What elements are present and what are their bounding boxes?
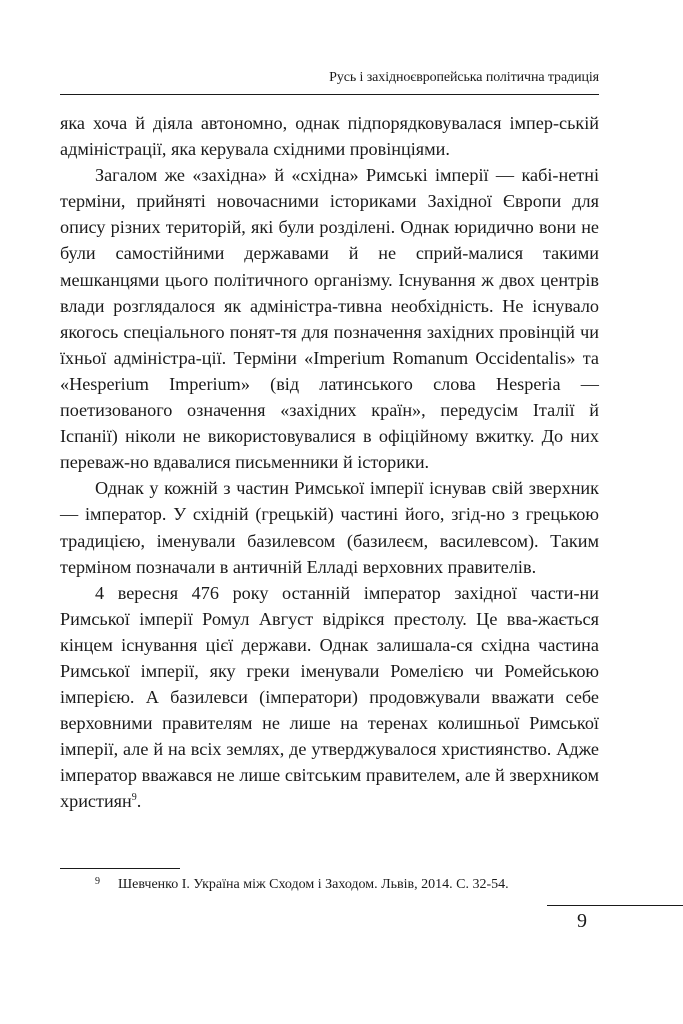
footer-rule: [547, 905, 683, 906]
footnote-text: Шевченко І. Україна між Сходом і Заходом. Львів, 2014. С. 32-54.: [118, 877, 509, 892]
footnote-rule: [60, 868, 180, 869]
paragraph-4: 4 вересня 476 року останній імператор західної части-ни Римської імперії Ромул Август відрікся престолу. Це вва-жається кінцем існування цієї держави. Однак залишала-ся східна частина Римської імперії, яку греки іменували Ромелією чи Ромейською імперією. А базилевси (імператори) продовжували вважати себе верховними правителям не лише на теренах колишньої Римської імперії, але й на всіх землях, де утверджувалося християнство. Адже імператор вважався не лише світським правителем, але й зверхником християн$^9$.: [60, 582, 599, 812]
footnote-number: 9: [95, 876, 100, 887]
paragraph-3: Однак у кожній з частин Римської імперії існував свій зверхник — імператор. У східній (грецькій) частині його, згід-но з грецькою традицією, іменували базилевсом (базилеєм, василевсом). Таким терміном позначали в античній Елладі верховних правителів.: [60, 478, 599, 577]
footnote-reference[interactable]: 9: [131, 792, 137, 804]
paragraph-1: яка хоча й діяла автономно, однак підпорядковувалася імпер-ській адміністрації, яка керувала східними провінціями.: [60, 113, 599, 160]
page-number: 9: [577, 910, 587, 932]
body-text: [60, 110, 599, 815]
paragraph-4-text: 4 вересня 476 року останній імператор західної части-ни Римської імперії Ромул Август відрікся престолу. Це вва-жається кінцем існування цієї держави. Однак залишала-ся східна частина Римської імперії, яку греки іменували Ромелією чи Ромейською імперією. А базилевси (імператори) продовжували вважати себе верховними правителям не лише на теренах колишньої Римської імперії, але й на всіх землях, де утверджувалося християнство. Адже імператор вважався не лише світським правителем, але й зверхником християн: [60, 582, 599, 812]
header-rule: [60, 94, 599, 95]
running-header: Русь і західноєвропейська політична традиція: [329, 70, 599, 85]
paragraph-2: Загалом же «західна» й «східна» Римські імперії — кабі-нетні терміни, прийняті новочасними істориками Західної Європи для опису різних територій, які були розділені. Однак юридично вони не були самостійними державами й не сприй-малися такими мешканцями цього політичного організму. Існування ж двох центрів влади розглядалося як адміністра-тивна необхідність. Не існувало якогось спеціального понят-тя для позначення західних провінцій чи їхньої адміністра-ції. Терміни «Imperium Romanum Occidentalis» та «Hesperium Imperium» (від латинського слова Hesperia — поетизованого означення «західних країн», передусім Італії й Іспанії) ніколи не використовувалися в офіційному вжитку. До них переваж-но вдавалися письменники й історики.: [60, 165, 599, 473]
